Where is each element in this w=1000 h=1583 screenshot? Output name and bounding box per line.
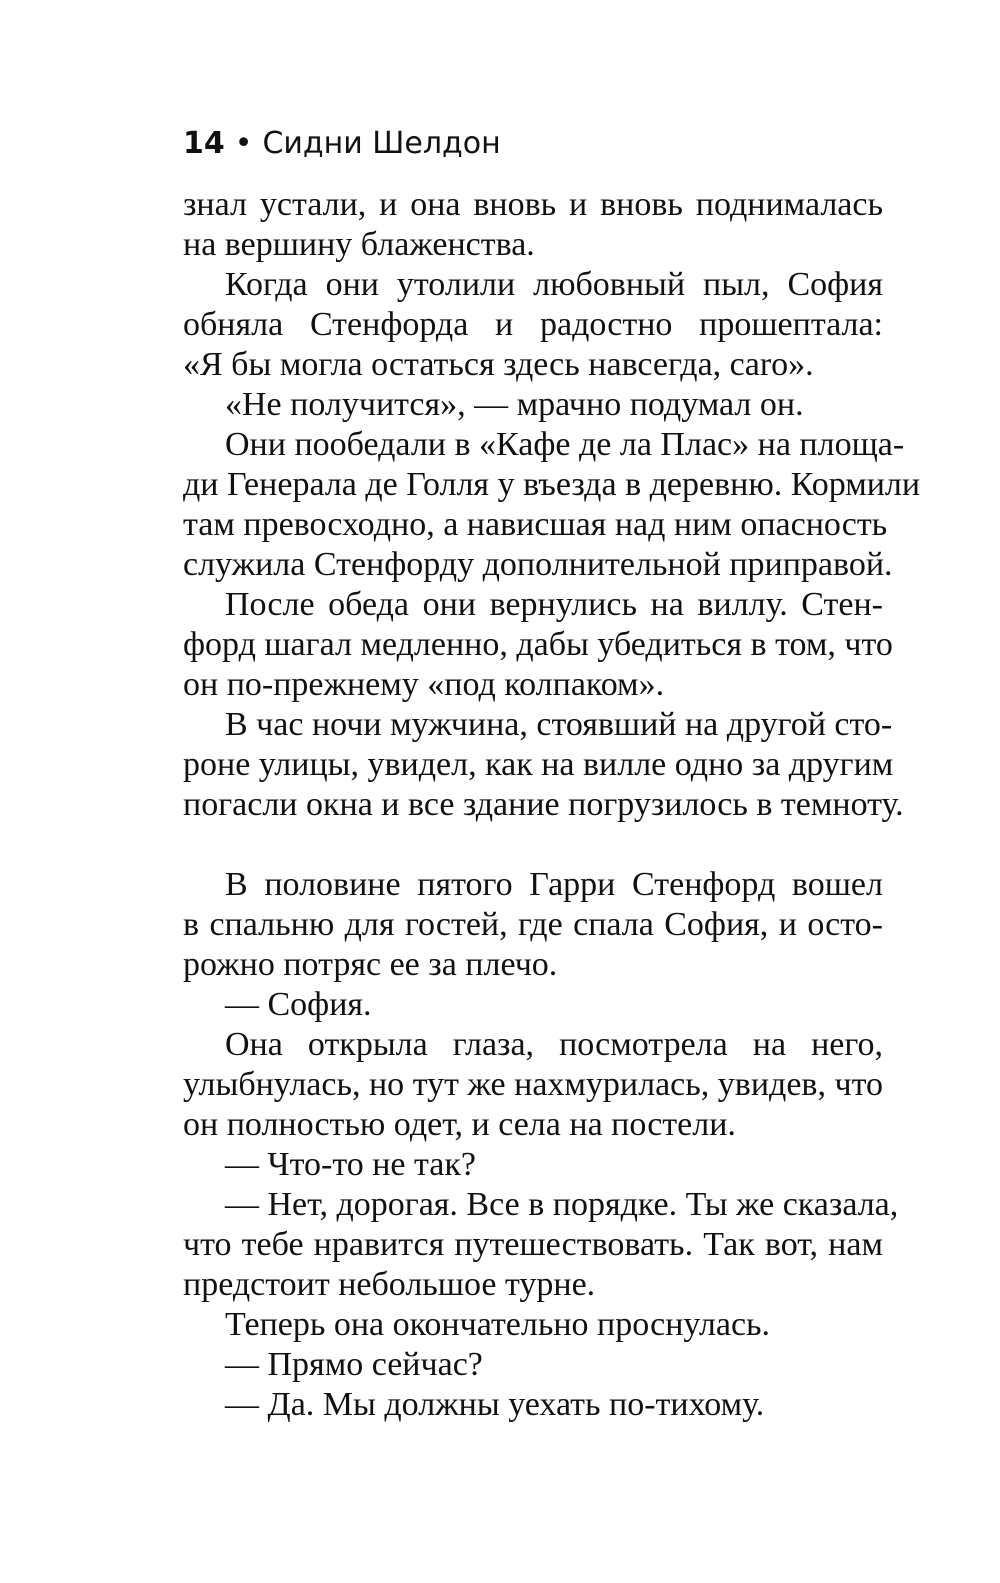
text-line: форд шагал медленно, дабы убедиться в том, что bbox=[183, 626, 893, 663]
text-line: рожно потряс ее за плечо. bbox=[183, 946, 558, 983]
text-line: улыбнулась, но тут же нахмурилась, увидев, что bbox=[183, 1066, 883, 1103]
text-line: — Что-то не так? bbox=[225, 1146, 476, 1183]
text-line: — София. bbox=[225, 986, 372, 1023]
running-header bbox=[183, 122, 501, 166]
text-line: на вершину блаженства. bbox=[183, 226, 535, 263]
text-line: — Прямо сейчас? bbox=[225, 1346, 483, 1383]
text-line: — Нет, дорогая. Все в порядке. Ты же сказала, bbox=[225, 1186, 899, 1223]
body-text bbox=[183, 185, 921, 1425]
text-line: он полностью одет, и села на постели. bbox=[183, 1106, 736, 1143]
text-line: там превосходно, а нависшая над ним опасность bbox=[183, 506, 888, 543]
text-line: роне улицы, увидел, как на вилле одно за другим bbox=[183, 746, 894, 783]
text-line: В час ночи мужчина, стоявший на другой сто- bbox=[225, 706, 893, 743]
author-name: Сидни Шелдон bbox=[262, 126, 501, 161]
text-line: Когда они утолили любовный пыл, София bbox=[225, 266, 883, 303]
text-line: — Да. Мы должны уехать по-тихому. bbox=[225, 1386, 765, 1423]
text-line: знал устали, и она вновь и вновь поднималась bbox=[183, 186, 883, 223]
text-line: В половине пятого Гарри Стенфорд вошел bbox=[225, 866, 883, 903]
text-line: ди Генерала де Голля у въезда в деревню. Кормили bbox=[183, 466, 921, 503]
text-line: служила Стенфорду дополнительной приправой. bbox=[183, 546, 893, 583]
header-separator: • bbox=[234, 126, 253, 161]
section-break bbox=[183, 825, 883, 865]
text-line: Они пообедали в «Кафе де ла Плас» на площа- bbox=[225, 426, 905, 463]
text-line: «Не получится», — мрачно подумал он. bbox=[225, 386, 804, 423]
text-line: предстоит небольшое турне. bbox=[183, 1266, 596, 1303]
text-line: в спальню для гостей, где спала София, и осто- bbox=[183, 906, 883, 943]
text-line: «Я бы могла остаться здесь навсегда, caro». bbox=[183, 346, 814, 383]
text-line: обняла Стенфорда и радостно прошептала: bbox=[183, 306, 883, 343]
text-line: Она открыла глаза, посмотрела на него, bbox=[225, 1026, 883, 1063]
text-line: Теперь она окончательно проснулась. bbox=[225, 1306, 771, 1343]
text-line: погасли окна и все здание погрузилось в темноту. bbox=[183, 786, 904, 823]
text-line: он по-прежнему «под колпаком». bbox=[183, 666, 665, 703]
page-number: 14 bbox=[183, 126, 225, 161]
text-line: что тебе нравится путешествовать. Так вот, нам bbox=[183, 1226, 883, 1263]
text-line: После обеда они вернулись на виллу. Стен- bbox=[225, 586, 883, 623]
